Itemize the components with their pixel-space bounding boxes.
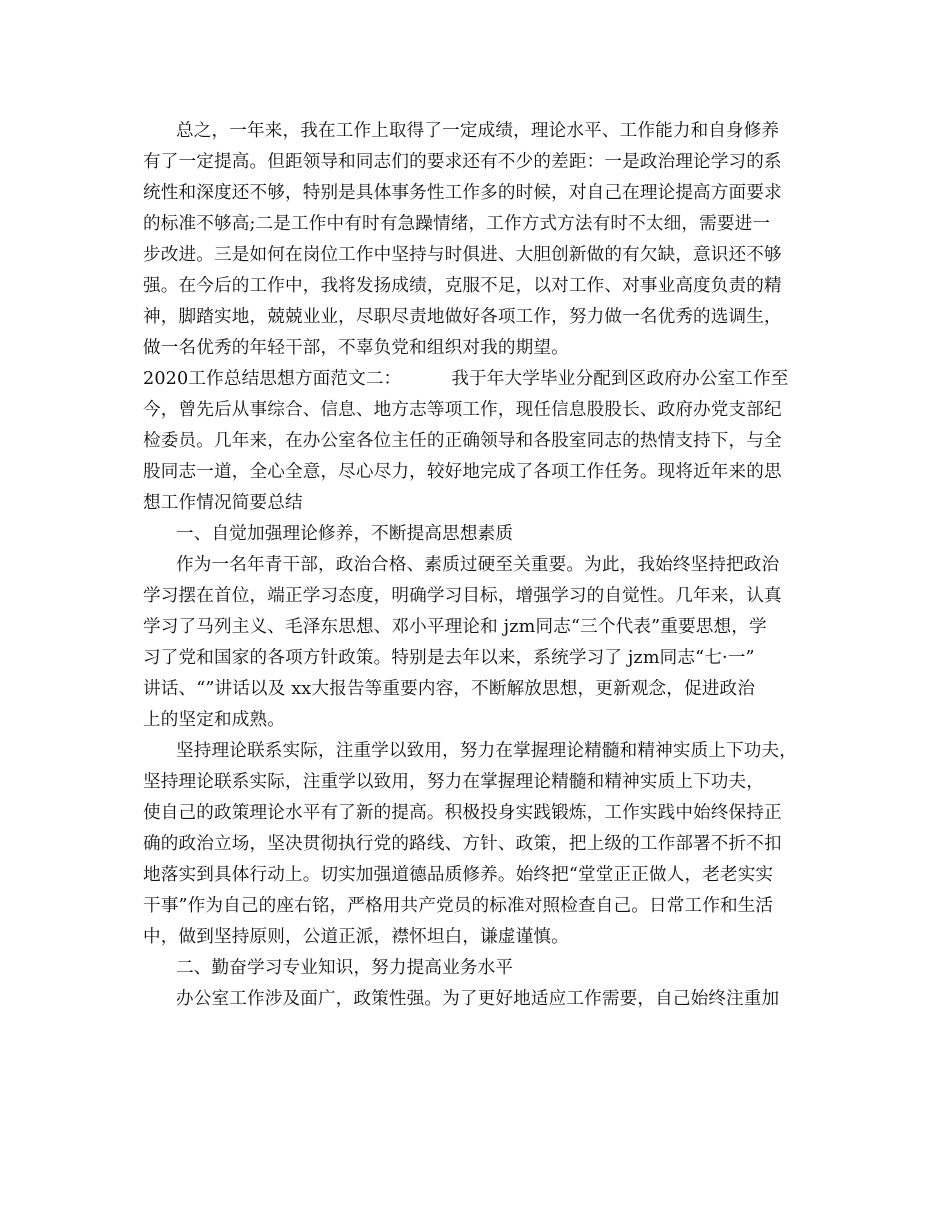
text-line: 学习摆在首位，端正学习态度，明确学习目标，增强学习的自觉性。几年来，认真	[143, 586, 782, 606]
text-line: 的标准不够高;二是工作中有时有急躁情绪，工作方式方法有时不太细，需要进一	[143, 214, 771, 234]
text-line: 中，做到坚持原则，公道正派，襟怀坦白，谦虚谨慎。	[143, 927, 569, 947]
text-line: 坚持理论联系实际，注重学以致用，努力在掌握理论精髓和精神实质上下功夫，	[143, 772, 765, 792]
section-heading: 2020工作总结思想方面范文二：	[143, 369, 402, 389]
text-line: 办公室工作涉及面广，政策性强。为了更好地适应工作需要，自己始终注重加	[176, 989, 780, 1009]
text-line: 使自己的政策理论水平有了新的提高。积极投身实践锻炼，工作实践中始终保持正	[143, 803, 782, 823]
text-line: 上的坚定和成熟。	[143, 710, 285, 730]
section-heading-line	[143, 364, 788, 394]
text-line: 总之，一年来，我在工作上取得了一定成绩，理论水平、工作能力和自身修养	[176, 121, 780, 141]
text-line: 检委员。几年来，在办公室各位主任的正确领导和各股室同志的热情支持下，与全	[143, 431, 782, 451]
text-span: 我于年大学毕业分配到区政府办公室工作至	[451, 369, 789, 389]
text-line: 步改进。三是如何在岗位工作中坚持与时俱进、大胆创新做的有欠缺，意识还不够	[143, 245, 782, 265]
text-line: 神，脚踏实地，兢兢业业，尽职尽责地做好各项工作，努力做一名优秀的选调生，	[143, 307, 782, 327]
text-line: 学习了马列主义、毛泽东思想、邓小平理论和 jzm同志“三个代表”重要思想，学	[143, 617, 767, 637]
subheading-line: 二、勤奋学习专业知识，努力提高业务水平	[176, 958, 514, 978]
text-line: 统性和深度还不够，特别是具体事务性工作多的时候，对自己在理论提高方面要求	[143, 183, 782, 203]
text-line: 今，曾先后从事综合、信息、地方志等项工作，现任信息股股长、政府办党支部纪	[143, 400, 782, 420]
subheading-line: 一、自觉加强理论修养，不断提高思想素质	[176, 524, 514, 544]
text-line: 想工作情况简要总结	[143, 493, 303, 513]
text-line: 坚持理论联系实际，注重学以致用，努力在掌握理论精髓和精神实质上下功夫，	[176, 741, 798, 761]
text-line: 做一名优秀的年轻干部，不辜负党和组织对我的期望。	[143, 338, 569, 358]
text-line: 讲话、“”讲话以及 xx大报告等重要内容，不断解放思想，更新观念，促进政治	[143, 679, 755, 699]
text-line: 干事”作为自己的座右铭，严格用共产党员的标准对照检查自己。日常工作和生活	[143, 896, 774, 916]
text-line: 强。在今后的工作中，我将发扬成绩，克服不足，以对工作、对事业高度负责的精	[143, 276, 782, 296]
text-line: 作为一名年青干部，政治合格、素质过硬至关重要。为此，我始终坚持把政治	[176, 555, 780, 575]
text-line: 股同志一道，全心全意，尽心尽力，较好地完成了各项工作任务。现将近年来的思	[143, 462, 782, 482]
text-line: 地落实到具体行动上。切实加强道德品质修养。始终把“堂堂正正做人，老老实实	[143, 865, 774, 885]
text-line: 确的政治立场，坚决贯彻执行党的路线、方针、政策，把上级的工作部署不折不扣	[143, 834, 782, 854]
text-line: 有了一定提高。但距领导和同志们的要求还有不少的差距：一是政治理论学习的系	[143, 152, 782, 172]
text-line: 习了党和国家的各项方针政策。特别是去年以来，系统学习了 jzm同志“七·一”	[143, 648, 755, 668]
